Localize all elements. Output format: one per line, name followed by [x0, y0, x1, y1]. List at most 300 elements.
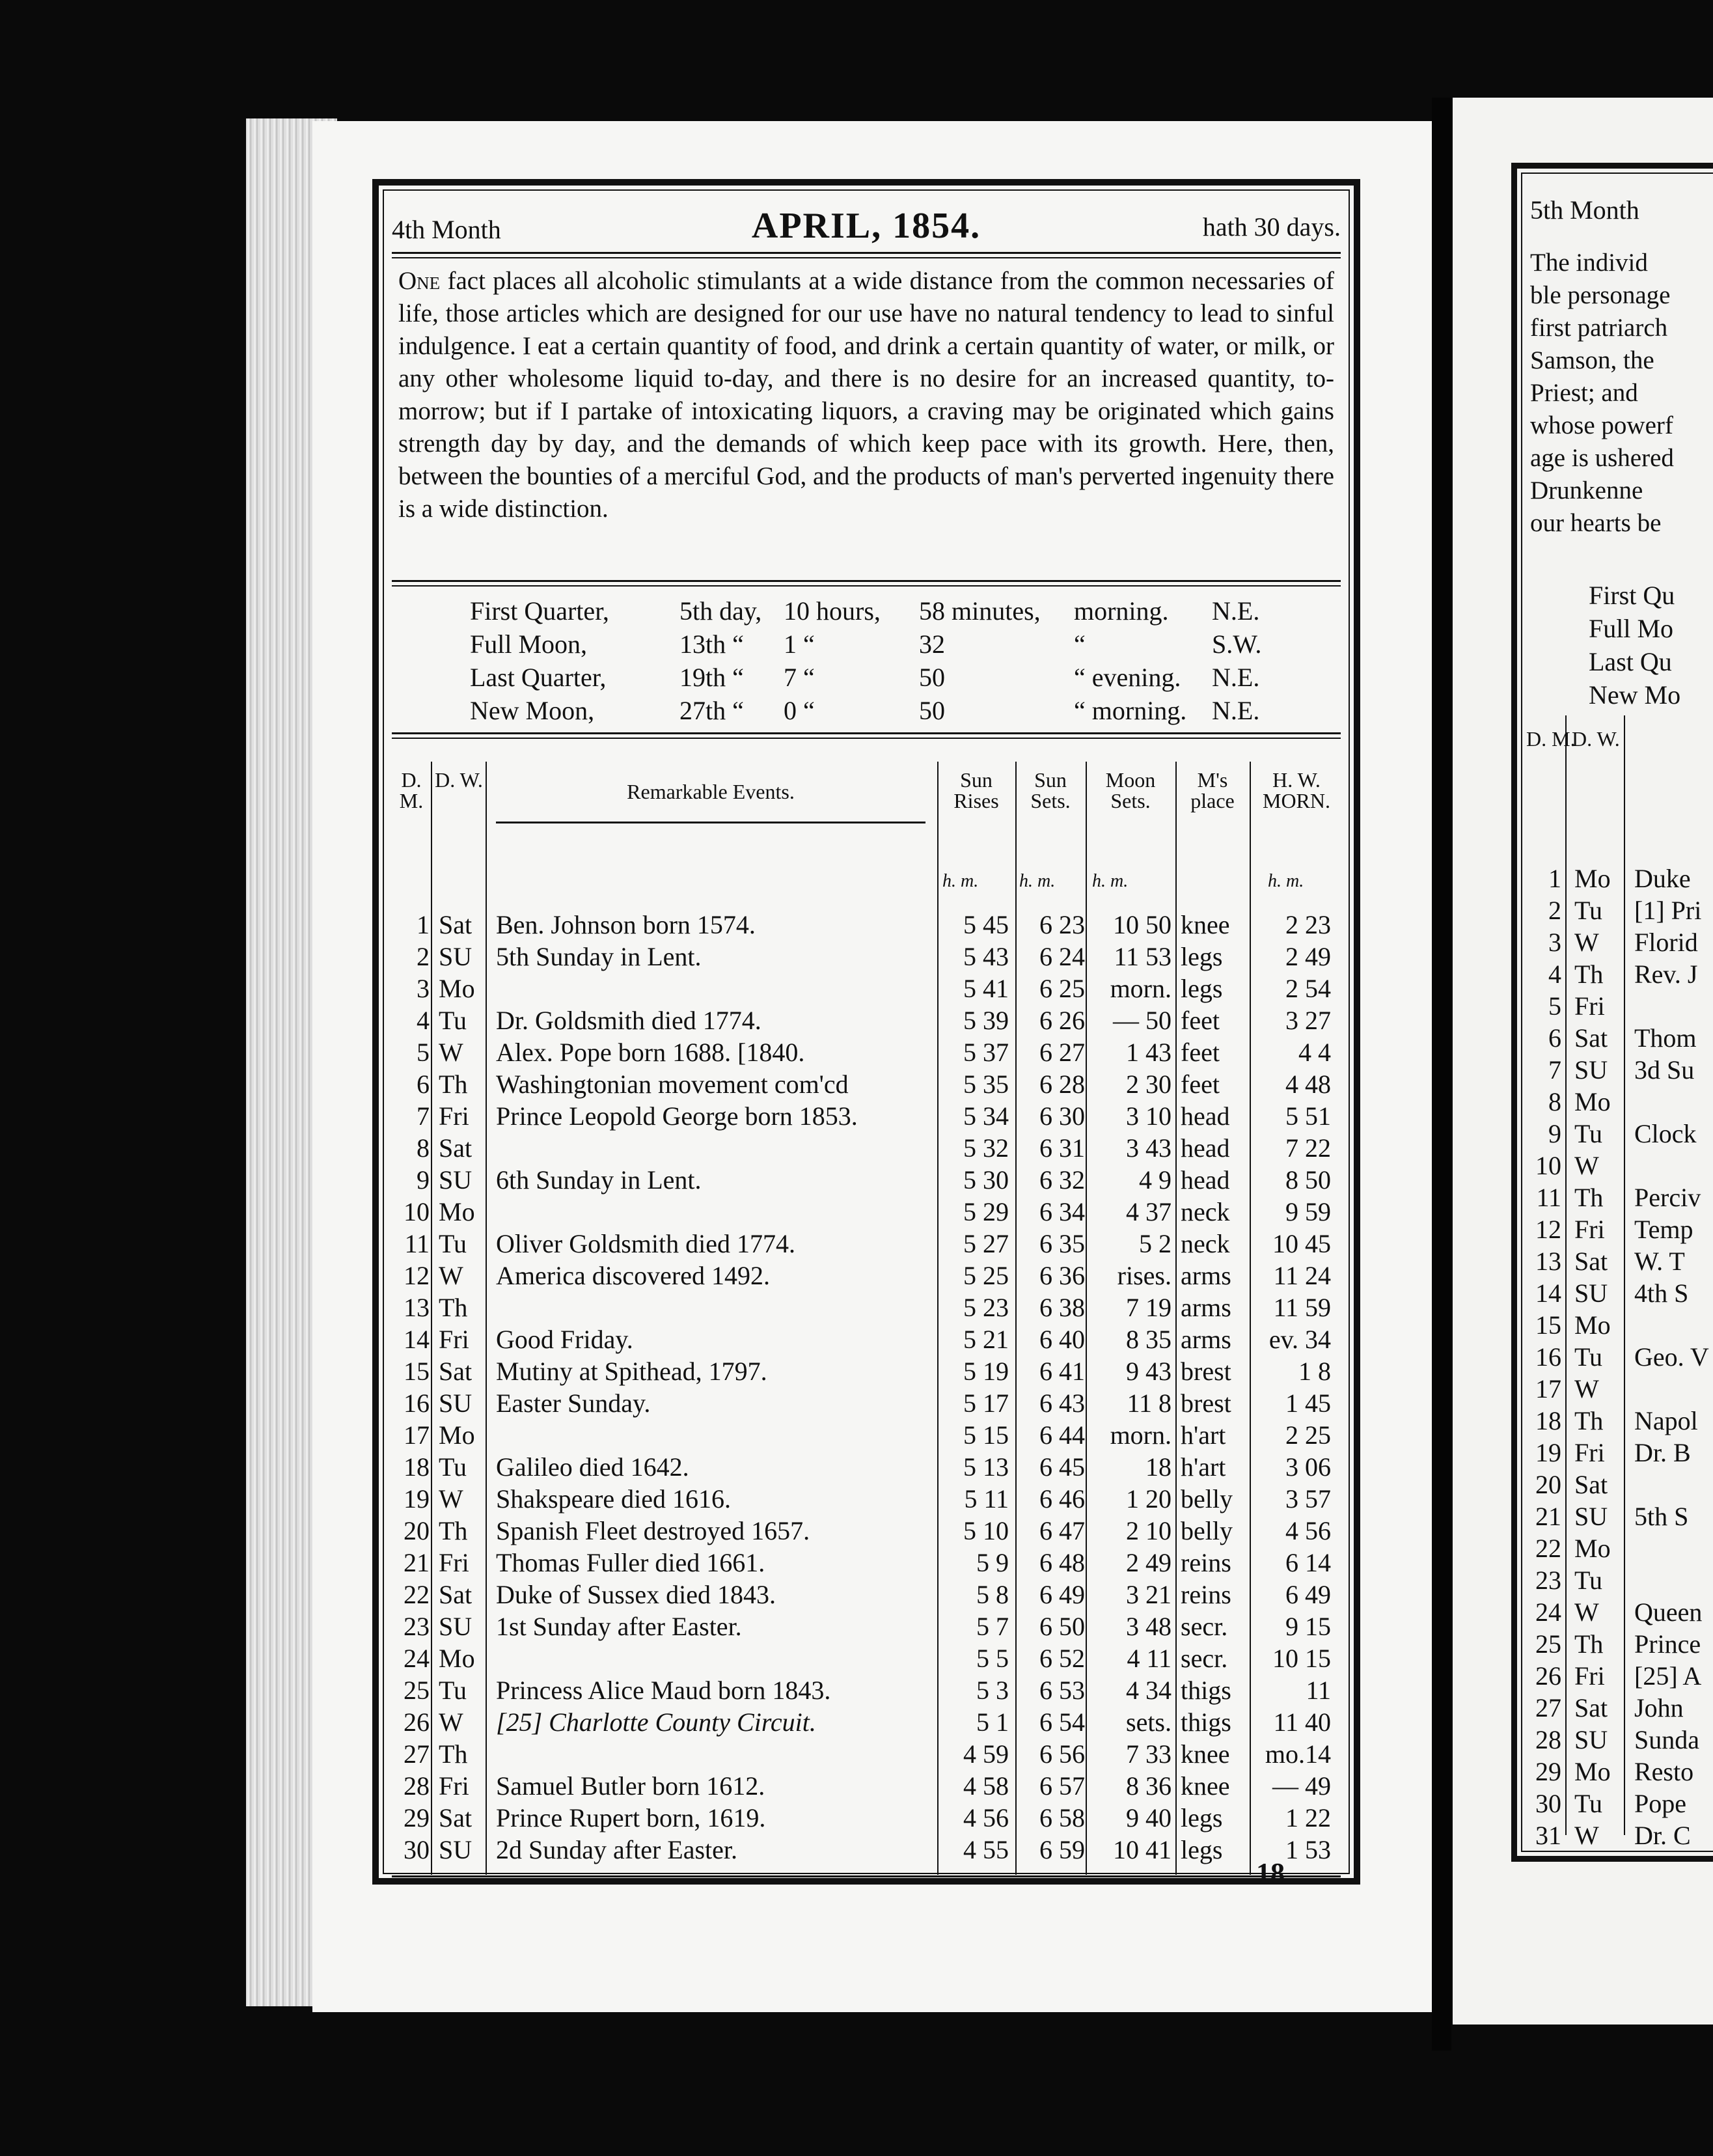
- high-water: 1 8: [1298, 1357, 1331, 1386]
- day-of-week: Sat: [439, 910, 473, 939]
- table-rule-bottom: [392, 1875, 1341, 1877]
- sun-sets: 6 53: [1039, 1676, 1085, 1705]
- table-row: [1517, 894, 1713, 926]
- sun-rises: 5 17: [963, 1389, 1009, 1418]
- day-of-month: 15: [404, 1357, 430, 1386]
- sun-rises: 5 34: [963, 1101, 1009, 1131]
- phase-time-of-day: “ morning.: [1074, 696, 1187, 725]
- sun-sets: 6 32: [1039, 1165, 1085, 1195]
- table-row: [392, 1387, 1343, 1419]
- table-row: [392, 1228, 1343, 1260]
- high-water: ev. 34: [1268, 1325, 1331, 1354]
- day-of-month: 28: [1535, 1725, 1561, 1754]
- table-row: [392, 1610, 1343, 1642]
- table-row: [392, 1323, 1343, 1355]
- table-row: [1517, 1022, 1713, 1054]
- table-row: [392, 1738, 1343, 1770]
- table-row: [1517, 1277, 1713, 1309]
- moon-sets: 7 33: [1126, 1739, 1172, 1769]
- day-of-week: Th: [1574, 1183, 1604, 1212]
- table-row: [1517, 1118, 1713, 1150]
- remarkable-event: Perciv: [1634, 1183, 1701, 1212]
- moon-place: legs: [1181, 1803, 1223, 1832]
- remarkable-event: Rev. J: [1634, 960, 1698, 989]
- moon-sets: 1 43: [1126, 1038, 1172, 1067]
- sun-rises: 4 59: [963, 1739, 1009, 1769]
- sun-sets: 6 28: [1039, 1070, 1085, 1099]
- day-of-week: Mo: [1574, 1310, 1611, 1340]
- temperance-paragraph: [398, 265, 1334, 525]
- sun-sets: 6 46: [1039, 1484, 1085, 1513]
- remarkable-event: Alex. Pope born 1688. [1840.: [496, 1038, 805, 1067]
- remarkable-event: Easter Sunday.: [496, 1389, 651, 1418]
- paragraph-line: The individ: [1530, 249, 1648, 277]
- day-of-week: Sat: [439, 1133, 473, 1163]
- high-water: 2 23: [1285, 910, 1331, 939]
- high-water: 9 59: [1285, 1197, 1331, 1226]
- moon-sets: morn.: [1110, 1420, 1172, 1450]
- sun-rises: 5 32: [963, 1133, 1009, 1163]
- day-of-week: Fri: [1574, 1215, 1605, 1244]
- day-of-month: 29: [1535, 1757, 1561, 1786]
- day-of-week: Mo: [439, 974, 475, 1003]
- day-of-week: Tu: [439, 1006, 467, 1035]
- phase-line: First Qu: [1589, 581, 1675, 610]
- paragraph-line: ble personage: [1530, 281, 1671, 309]
- remarkable-event: W. T: [1634, 1247, 1685, 1276]
- day-of-month: 27: [1535, 1693, 1561, 1722]
- table-row: [1517, 1819, 1713, 1851]
- phase-time-of-day: “ evening.: [1074, 663, 1181, 692]
- table-row: [1517, 863, 1713, 894]
- moon-place: head: [1181, 1133, 1230, 1163]
- day-of-month: 5: [1548, 991, 1561, 1021]
- remarkable-event: [1] Pri: [1634, 896, 1702, 925]
- remarkable-event: America discovered 1492.: [496, 1261, 770, 1290]
- day-of-month: 19: [404, 1484, 430, 1513]
- day-of-month: 2: [417, 942, 430, 971]
- phase-row: [470, 661, 1316, 694]
- day-of-week: W: [1574, 928, 1599, 957]
- table-row: [1517, 1756, 1713, 1788]
- page-number: 18: [1256, 1857, 1285, 1889]
- remarkable-event: Resto: [1634, 1757, 1694, 1786]
- sun-sets: 6 45: [1039, 1452, 1085, 1482]
- col-head-sunset: Sun Sets.: [1030, 768, 1071, 812]
- moon-place: knee: [1181, 1739, 1230, 1769]
- moon-sets: — 50: [1113, 1006, 1172, 1035]
- moon-place: neck: [1181, 1197, 1230, 1226]
- phase-hours: 7 “: [784, 663, 815, 692]
- sun-sets: 6 58: [1039, 1803, 1085, 1832]
- day-of-month: 10: [404, 1197, 430, 1226]
- remarkable-event: Prince Rupert born, 1619.: [496, 1803, 766, 1832]
- high-water: 2 25: [1285, 1420, 1331, 1450]
- day-of-month: 28: [404, 1771, 430, 1801]
- table-row: [1517, 1182, 1713, 1213]
- remarkable-event: Dr. Goldsmith died 1774.: [496, 1006, 761, 1035]
- next-month-table: [1517, 715, 1713, 1850]
- day-of-week: Mo: [1574, 1087, 1611, 1116]
- table-row: [392, 1068, 1343, 1100]
- day-of-week: Fri: [1574, 1438, 1605, 1467]
- high-water: 10 15: [1272, 1644, 1331, 1673]
- moon-sets: 8 35: [1126, 1325, 1172, 1354]
- table-row: [1517, 1405, 1713, 1437]
- table-row: [1517, 1341, 1713, 1373]
- day-of-week: Fri: [1574, 1661, 1605, 1691]
- table-row: [392, 1164, 1343, 1196]
- high-water: 8 50: [1285, 1165, 1331, 1195]
- moon-place: feet: [1181, 1070, 1220, 1099]
- day-of-week: SU: [1574, 1725, 1608, 1754]
- day-of-month: 3: [417, 974, 430, 1003]
- col-head-dm-right: D. M.: [1526, 727, 1576, 751]
- sun-sets: 6 50: [1039, 1612, 1085, 1641]
- table-row: [392, 973, 1343, 1004]
- day-of-month: 18: [1535, 1406, 1561, 1435]
- next-month-phases: [1589, 579, 1713, 712]
- may-calendar-frame: [1511, 163, 1713, 1862]
- remarkable-event: John: [1634, 1693, 1684, 1722]
- day-of-week: Sat: [1574, 1023, 1608, 1053]
- phases-rule-top-thin: [392, 585, 1341, 587]
- phase-minutes: 50: [919, 663, 945, 692]
- moon-sets: 3 43: [1126, 1133, 1172, 1163]
- remarkable-event: 6th Sunday in Lent.: [496, 1165, 702, 1195]
- sun-rises: 4 58: [963, 1771, 1009, 1801]
- day-of-week: Tu: [1574, 1789, 1603, 1818]
- table-row: [392, 1579, 1343, 1610]
- day-of-month: 23: [404, 1612, 430, 1641]
- moon-sets: 2 10: [1126, 1516, 1172, 1545]
- sun-sets: 6 31: [1039, 1133, 1085, 1163]
- col-head-dm: D. M.: [399, 768, 424, 812]
- phase-minutes: 58 minutes,: [919, 596, 1041, 626]
- day-of-week: Tu: [439, 1229, 467, 1258]
- day-of-month: 27: [404, 1739, 430, 1769]
- remarkable-event: Clock: [1634, 1119, 1697, 1148]
- phase-row: [470, 694, 1316, 727]
- day-of-month: 21: [1535, 1502, 1561, 1531]
- day-of-month: 7: [417, 1101, 430, 1131]
- table-row: [1517, 926, 1713, 958]
- high-water: 11 40: [1273, 1707, 1331, 1737]
- day-of-month: 21: [404, 1548, 430, 1577]
- day-of-month: 25: [404, 1676, 430, 1705]
- day-of-month: 18: [404, 1452, 430, 1482]
- sun-rises: 5 9: [976, 1548, 1009, 1577]
- phase-row: [470, 594, 1316, 628]
- sun-sets: 6 59: [1039, 1835, 1085, 1864]
- table-row: [392, 1451, 1343, 1483]
- day-of-week: Mo: [439, 1197, 475, 1226]
- remarkable-event: Good Friday.: [496, 1325, 633, 1354]
- sun-sets: 6 23: [1039, 910, 1085, 939]
- sun-sets: 6 56: [1039, 1739, 1085, 1769]
- sun-rises: 5 15: [963, 1420, 1009, 1450]
- phase-line: New Mo: [1589, 680, 1681, 710]
- day-of-month: 9: [1548, 1119, 1561, 1148]
- table-row: [392, 1196, 1343, 1228]
- sun-sets: 6 27: [1039, 1038, 1085, 1067]
- sun-rises: 4 56: [963, 1803, 1009, 1832]
- table-row: [1517, 1469, 1713, 1500]
- day-of-week: Tu: [439, 1676, 467, 1705]
- moon-place: brest: [1181, 1357, 1231, 1386]
- moon-place: belly: [1181, 1516, 1233, 1545]
- remarkable-event: Oliver Goldsmith died 1774.: [496, 1229, 795, 1258]
- sun-sets: 6 52: [1039, 1644, 1085, 1673]
- moon-sets: 18: [1145, 1452, 1172, 1482]
- table-row: [1517, 1086, 1713, 1118]
- next-month-paragraph: [1530, 247, 1713, 540]
- table-row: [392, 1515, 1343, 1547]
- day-of-month: 16: [1535, 1342, 1561, 1372]
- high-water: 10 45: [1272, 1229, 1331, 1258]
- moon-place: legs: [1181, 1835, 1223, 1864]
- day-of-month: 17: [404, 1420, 430, 1450]
- day-of-week: Tu: [1574, 1119, 1603, 1148]
- phase-hours: 1 “: [784, 629, 815, 659]
- day-of-month: 3: [1548, 928, 1561, 957]
- remarkable-event: 1st Sunday after Easter.: [496, 1612, 742, 1641]
- day-of-week: Sat: [1574, 1693, 1608, 1722]
- col-head-moon-place: M's place: [1190, 768, 1235, 812]
- table-row: [392, 941, 1343, 973]
- paragraph-line: whose powerf: [1530, 411, 1673, 439]
- col-head-high-water: H. W. MORN.: [1262, 768, 1330, 812]
- day-of-month: 4: [417, 1006, 430, 1035]
- day-of-week: Mo: [1574, 1757, 1611, 1786]
- day-of-month: 26: [1535, 1661, 1561, 1691]
- phase-day: 27th “: [679, 696, 744, 725]
- sun-rises: 5 25: [963, 1261, 1009, 1290]
- table-row: [392, 1483, 1343, 1515]
- table-row: [1517, 958, 1713, 990]
- table-row: [1517, 1309, 1713, 1341]
- high-water: 2 54: [1285, 974, 1331, 1003]
- phase-name: Last Quarter,: [470, 663, 607, 692]
- remarkable-event: Sunda: [1634, 1725, 1699, 1754]
- moon-place: head: [1181, 1165, 1230, 1195]
- day-of-week: Th: [439, 1516, 468, 1545]
- sun-sets: 6 57: [1039, 1771, 1085, 1801]
- col-head-moonset: Moon Sets.: [1105, 768, 1156, 812]
- table-row: [1517, 1373, 1713, 1405]
- day-of-week: W: [1574, 1374, 1599, 1403]
- remarkable-event: Prince Leopold George born 1853.: [496, 1101, 858, 1131]
- remarkable-event: Geo. V: [1634, 1342, 1709, 1372]
- moon-sets: 4 37: [1126, 1197, 1172, 1226]
- moon-place: head: [1181, 1101, 1230, 1131]
- table-row: [1517, 1437, 1713, 1469]
- day-of-month: 5: [417, 1038, 430, 1067]
- remarkable-event: 2d Sunday after Easter.: [496, 1835, 737, 1864]
- phase-day: 13th “: [679, 629, 744, 659]
- sun-sets: 6 48: [1039, 1548, 1085, 1577]
- moon-sets: 9 40: [1126, 1803, 1172, 1832]
- remarkable-event: Florid: [1634, 928, 1698, 957]
- day-of-week: Mo: [1574, 1534, 1611, 1563]
- remarkable-event: Temp: [1634, 1215, 1693, 1244]
- table-row: [392, 1642, 1343, 1674]
- day-of-month: 22: [1535, 1534, 1561, 1563]
- day-of-week: W: [439, 1038, 463, 1067]
- remarkable-event: Dr. B: [1634, 1438, 1691, 1467]
- table-row: [392, 1132, 1343, 1164]
- sun-sets: 6 26: [1039, 1006, 1085, 1035]
- phase-direction: N.E.: [1212, 696, 1260, 725]
- high-water: 4 56: [1285, 1516, 1331, 1545]
- day-of-month: 31: [1535, 1821, 1561, 1850]
- day-of-month: 2: [1548, 896, 1561, 925]
- moon-place: legs: [1181, 942, 1223, 971]
- high-water: 11 59: [1273, 1293, 1331, 1322]
- day-of-week: W: [439, 1484, 463, 1513]
- paragraph-line: Samson, the: [1530, 346, 1654, 374]
- day-of-month: 25: [1535, 1629, 1561, 1659]
- day-of-week: Tu: [439, 1452, 467, 1482]
- moon-sets: 10 50: [1113, 910, 1172, 939]
- day-of-week: SU: [1574, 1278, 1608, 1308]
- phase-line: Last Qu: [1589, 647, 1672, 676]
- sun-rises: 5 13: [963, 1452, 1009, 1482]
- day-of-week: W: [1574, 1821, 1599, 1850]
- moon-sets: 11 8: [1127, 1389, 1172, 1418]
- units-moonset: h. m.: [1092, 871, 1129, 891]
- day-of-month: 26: [404, 1707, 430, 1737]
- units-high-water: h. m.: [1268, 871, 1304, 891]
- high-water: 4 48: [1285, 1070, 1331, 1099]
- day-of-month: 11: [404, 1229, 430, 1258]
- day-of-week: Th: [439, 1739, 468, 1769]
- table-row: [1517, 1724, 1713, 1756]
- sun-rises: 5 19: [963, 1357, 1009, 1386]
- moon-sets: 3 48: [1126, 1612, 1172, 1641]
- table-row: [1517, 1150, 1713, 1182]
- day-of-month: 15: [1535, 1310, 1561, 1340]
- table-row: [1517, 1564, 1713, 1596]
- day-of-month: 14: [404, 1325, 430, 1354]
- day-of-week: Sat: [1574, 1247, 1608, 1276]
- remarkable-event: Dr. C: [1634, 1821, 1691, 1850]
- paragraph-line: Drunkenne: [1530, 477, 1643, 504]
- moon-place: h'art: [1181, 1452, 1226, 1482]
- table-row: [392, 1260, 1343, 1292]
- day-of-month: 8: [1548, 1087, 1561, 1116]
- table-row: [392, 1547, 1343, 1579]
- sun-rises: 5 5: [976, 1644, 1009, 1673]
- col-head-sunrise: Sun Rises: [953, 768, 999, 812]
- remarkable-event: Duke: [1634, 864, 1691, 893]
- high-water: 5 51: [1285, 1101, 1331, 1131]
- header-rule-thin: [392, 257, 1341, 258]
- day-of-week: Tu: [1574, 1566, 1603, 1595]
- sun-rises: 5 21: [963, 1325, 1009, 1354]
- col-head-dw: D. W.: [435, 768, 483, 792]
- day-of-week: Fri: [1574, 991, 1605, 1021]
- moon-place: brest: [1181, 1389, 1231, 1418]
- remarkable-event: 4th S: [1634, 1278, 1689, 1308]
- moon-place: knee: [1181, 910, 1230, 939]
- sun-rises: 5 37: [963, 1038, 1009, 1067]
- high-water: 3 27: [1285, 1006, 1331, 1035]
- day-of-month: 13: [404, 1293, 430, 1322]
- table-row: [392, 1419, 1343, 1451]
- moon-place: feet: [1181, 1006, 1220, 1035]
- table-row: [392, 1036, 1343, 1068]
- moon-place: secr.: [1181, 1644, 1228, 1673]
- day-of-week: SU: [1574, 1502, 1608, 1531]
- sun-rises: 5 30: [963, 1165, 1009, 1195]
- table-row: [392, 1674, 1343, 1706]
- day-of-week: Fri: [439, 1548, 469, 1577]
- phase-direction: N.E.: [1212, 596, 1260, 626]
- remarkable-event: Prince: [1634, 1629, 1701, 1659]
- col-head-dw-right: D. W.: [1572, 727, 1620, 751]
- paragraph-line: first patriarch: [1530, 314, 1668, 342]
- page-header: [392, 205, 1341, 251]
- remarkable-event: Mutiny at Spithead, 1797.: [496, 1357, 767, 1386]
- moon-sets: 3 21: [1126, 1580, 1172, 1609]
- table-row: [1517, 1054, 1713, 1086]
- remarkable-event: [25] Charlotte County Circuit.: [496, 1707, 816, 1737]
- day-of-month: 14: [1535, 1278, 1561, 1308]
- paragraph-line: Priest; and: [1530, 379, 1638, 407]
- remarkable-event: 3d Su: [1634, 1055, 1695, 1085]
- moon-sets: 7 19: [1126, 1293, 1172, 1322]
- moon-place: thigs: [1181, 1676, 1231, 1705]
- sun-rises: 5 29: [963, 1197, 1009, 1226]
- day-of-month: 6: [417, 1070, 430, 1099]
- moon-sets: 4 11: [1127, 1644, 1172, 1673]
- sun-rises: 5 43: [963, 942, 1009, 971]
- high-water: 9 15: [1285, 1612, 1331, 1641]
- april-calendar-frame: [372, 179, 1360, 1885]
- day-of-week: Mo: [439, 1420, 475, 1450]
- day-of-month: 24: [1535, 1597, 1561, 1627]
- table-row: [392, 1100, 1343, 1132]
- moon-place: secr.: [1181, 1612, 1228, 1641]
- day-of-month: 1: [417, 910, 430, 939]
- sun-sets: 6 38: [1039, 1293, 1085, 1322]
- high-water: 6 49: [1285, 1580, 1331, 1609]
- day-of-week: Th: [439, 1293, 468, 1322]
- table-row: [1517, 1660, 1713, 1692]
- remarkable-event: Duke of Sussex died 1843.: [496, 1580, 776, 1609]
- day-of-month: 20: [404, 1516, 430, 1545]
- sun-rises: 5 7: [976, 1612, 1009, 1641]
- sun-sets: 6 34: [1039, 1197, 1085, 1226]
- table-row: [1517, 1628, 1713, 1660]
- day-of-week: Sat: [1574, 1470, 1608, 1499]
- day-of-month: 17: [1535, 1374, 1561, 1403]
- sun-rises: 5 39: [963, 1006, 1009, 1035]
- sun-rises: 5 11: [964, 1484, 1009, 1513]
- moon-sets: 5 2: [1139, 1229, 1172, 1258]
- remarkable-event: Queen: [1634, 1597, 1703, 1627]
- day-of-month: 9: [417, 1165, 430, 1195]
- moon-place: knee: [1181, 1771, 1230, 1801]
- moon-place: legs: [1181, 974, 1223, 1003]
- phase-hours: 10 hours,: [784, 596, 881, 626]
- table-row: [1517, 1596, 1713, 1628]
- day-of-month: 12: [404, 1261, 430, 1290]
- day-of-week: Fri: [439, 1325, 469, 1354]
- high-water: 1 45: [1285, 1389, 1331, 1418]
- remarkable-event: Galileo died 1642.: [496, 1452, 689, 1482]
